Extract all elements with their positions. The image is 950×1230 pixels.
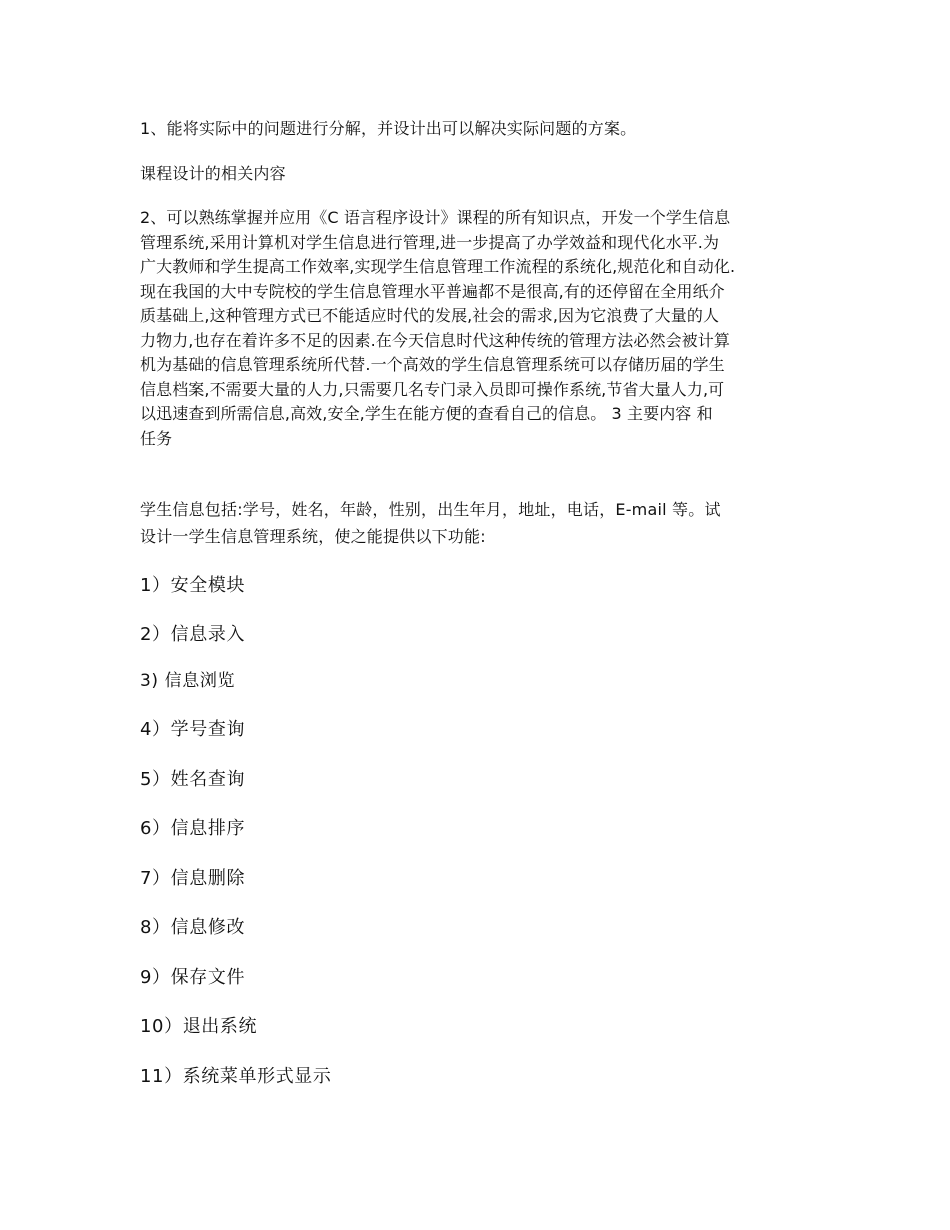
feature-item: 6）信息排序	[140, 818, 246, 839]
paragraph-line: 2、可以熟练掌握并应用《C 语言程序设计》课程的所有知识点，开发一个学生信息	[140, 208, 731, 227]
feature-item: 9）保存文件	[140, 967, 246, 988]
paragraph-line: 管理系统,采用计算机对学生信息进行管理,进一步提高了办学效益和现代化水平.为	[140, 232, 720, 252]
paragraph-line: 信息档案,不需要大量的人力,只需要几名专门录入员即可操作系统,节省大量人力,可	[140, 379, 725, 399]
paragraph-line: 力物力,也存在着许多不足的因素.在今天信息时代这种传统的管理方法必然会被计算	[140, 330, 730, 350]
feature-item: 4）学号查询	[140, 719, 246, 740]
feature-item: 11）系统菜单形式显示	[140, 1066, 332, 1087]
feature-item: 7）信息删除	[140, 868, 246, 889]
feature-item: 3) 信息浏览	[140, 671, 236, 691]
main-paragraph	[140, 206, 820, 451]
feature-item: 5）姓名查询	[140, 769, 246, 790]
paragraph-line: 广大教师和学生提高工作效率,实现学生信息管理工作流程的系统化,规范化和自动化.	[140, 257, 736, 276]
info-line: 设计一学生信息管理系统，使之能提供以下功能:	[140, 527, 486, 546]
paragraph-line: 以迅速查到所需信息,高效,安全,学生在能方便的查看自己的信息。 3 主要内容 和	[140, 404, 713, 423]
section-heading: 课程设计的相关内容	[140, 164, 286, 183]
feature-item: 2）信息录入	[140, 624, 246, 645]
feature-item: 10）退出系统	[140, 1016, 258, 1037]
intro-line: 1、能将实际中的问题进行分解，并设计出可以解决实际问题的方案。	[140, 119, 637, 138]
info-line: 学生信息包括:学号，姓名，年龄，性别，出生年月，地址，电话，E-mail 等。试	[140, 500, 721, 519]
paragraph-line: 机为基础的信息管理系统所代替.一个高效的学生信息管理系统可以存储历届的学生	[140, 355, 725, 374]
paragraph-line: 质基础上,这种管理方式已不能适应时代的发展,社会的需求,因为它浪费了大量的人	[140, 306, 720, 325]
feature-item: 1）安全模块	[140, 575, 246, 596]
paragraph-line: 任务	[140, 428, 173, 448]
paragraph-line: 现在我国的大中专院校的学生信息管理水平普遍都不是很高,有的还停留在全用纸介	[140, 281, 725, 301]
feature-item: 8）信息修改	[140, 917, 246, 938]
